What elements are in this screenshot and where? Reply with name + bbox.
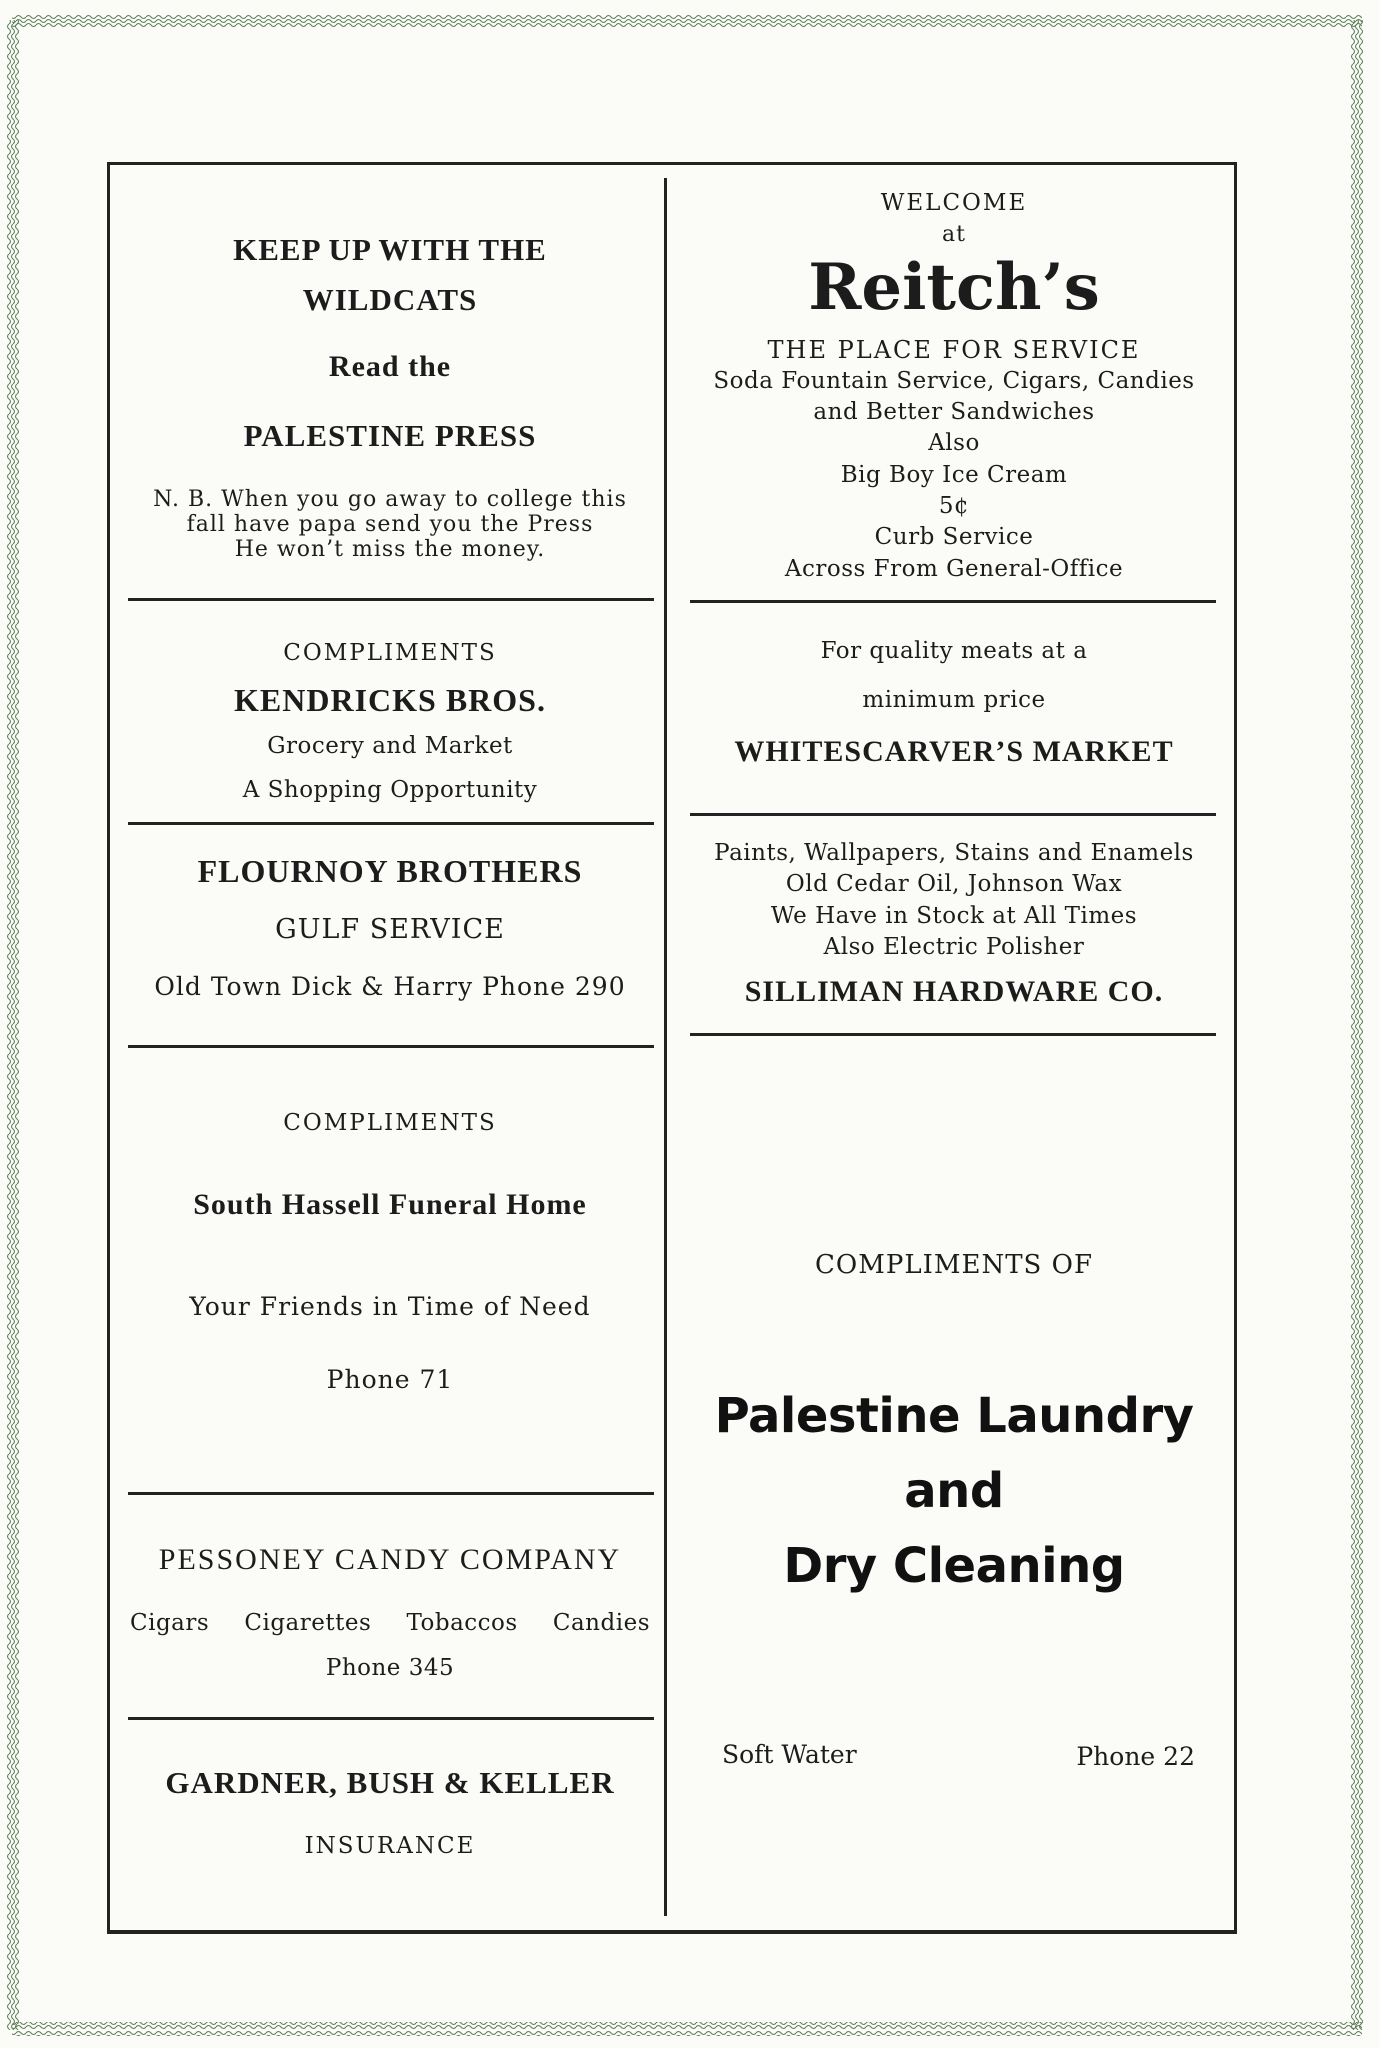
column-divider: [664, 178, 667, 1916]
press-note: fall have papa send you the Press: [186, 512, 594, 537]
gardner-line: INSURANCE: [304, 1833, 476, 1859]
reitchs-ad: [680, 180, 1228, 595]
reitch-line: Soda Fountain Service, Cigars, Candies: [713, 368, 1195, 394]
funeral-home-ad: [120, 1052, 660, 1487]
press-note: N. B. When you go away to college this: [153, 487, 627, 512]
laundry-name: Palestine Laundry: [714, 1388, 1194, 1444]
kendricks-compliments: COMPLIMENTS: [283, 640, 497, 666]
flournoy-ad: [120, 828, 660, 1043]
whitescarver-name: WHITESCARVER’S MARKET: [734, 735, 1174, 768]
press-headline: KEEP UP WITH THE: [233, 232, 547, 267]
reitch-price: 5¢: [938, 493, 970, 519]
reitch-line: and Better Sandwiches: [813, 399, 1095, 425]
reitch-welcome: WELCOME: [880, 190, 1028, 216]
rule: [128, 1492, 654, 1495]
laundry-left-note: Soft Water: [722, 1740, 857, 1769]
gardner-name: GARDNER, BUSH & KELLER: [165, 1765, 615, 1800]
flournoy-name: FLOURNOY BROTHERS: [197, 853, 583, 889]
pessoney-item: Cigarettes: [244, 1610, 372, 1636]
rule: [128, 1045, 654, 1048]
laundry-ad: [680, 1040, 1228, 1920]
kendricks-line: Grocery and Market: [267, 733, 513, 759]
silliman-name: SILLIMAN HARDWARE CO.: [744, 975, 1164, 1008]
laundry-compliments: COMPLIMENTS OF: [815, 1250, 1093, 1280]
kendricks-ad: [120, 605, 660, 820]
flournoy-line: Old Town Dick & Harry Phone 290: [154, 972, 626, 1001]
reitch-line: Curb Service: [874, 524, 1034, 550]
silliman-ad: [680, 820, 1228, 1030]
laundry-name: Dry Cleaning: [783, 1538, 1125, 1594]
pessoney-item: Cigars: [130, 1610, 210, 1636]
rule: [690, 1033, 1216, 1036]
laundry-phone: Phone 22: [1076, 1742, 1195, 1771]
pessoney-item: Tobaccos: [406, 1610, 518, 1636]
silliman-line: Old Cedar Oil, Johnson Wax: [785, 871, 1123, 897]
flournoy-service: GULF SERVICE: [275, 914, 505, 945]
press-read-line: Read the: [328, 350, 452, 383]
silliman-line: Also Electric Polisher: [823, 934, 1085, 960]
palestine-press-ad: [120, 170, 660, 590]
reitch-at: at: [942, 222, 966, 247]
pessoney-item: Candies: [552, 1610, 650, 1636]
rule: [128, 598, 654, 601]
pessoney-ad: [120, 1498, 660, 1713]
laundry-name: and: [904, 1463, 1004, 1519]
funeral-compliments: COMPLIMENTS: [283, 1110, 497, 1136]
funeral-name: South Hassell Funeral Home: [193, 1188, 587, 1221]
whitescarver-line: minimum price: [862, 687, 1046, 713]
funeral-tagline: Your Friends in Time of Need: [189, 1292, 591, 1321]
silliman-line: Paints, Wallpapers, Stains and Enamels: [714, 840, 1194, 866]
rule: [690, 813, 1216, 816]
reitch-line: Across From General-Office: [784, 556, 1124, 582]
gardner-ad: [120, 1723, 660, 1923]
reitch-tagline: THE PLACE FOR SERVICE: [767, 336, 1141, 364]
pessoney-items: [130, 1610, 650, 1636]
pessoney-phone: Phone 345: [325, 1655, 455, 1681]
press-headline: WILDCATS: [302, 282, 478, 317]
whitescarver-ad: [680, 605, 1228, 810]
press-note: He won’t miss the money.: [234, 537, 546, 562]
rule: [128, 1717, 654, 1720]
reitch-name: Reitch’s: [808, 250, 1100, 325]
reitch-line: Also: [928, 430, 980, 456]
kendricks-line: A Shopping Opportunity: [242, 777, 538, 803]
funeral-phone: Phone 71: [326, 1365, 454, 1394]
pessoney-name: PESSONEY CANDY COMPANY: [158, 1543, 622, 1576]
kendricks-name: KENDRICKS BROS.: [234, 682, 546, 718]
reitch-line: Big Boy Ice Cream: [840, 462, 1068, 488]
whitescarver-line: For quality meats at a: [820, 638, 1088, 664]
rule: [690, 600, 1216, 603]
press-paper-name: PALESTINE PRESS: [243, 418, 537, 453]
silliman-line: We Have in Stock at All Times: [770, 903, 1138, 929]
rule: [128, 822, 654, 825]
